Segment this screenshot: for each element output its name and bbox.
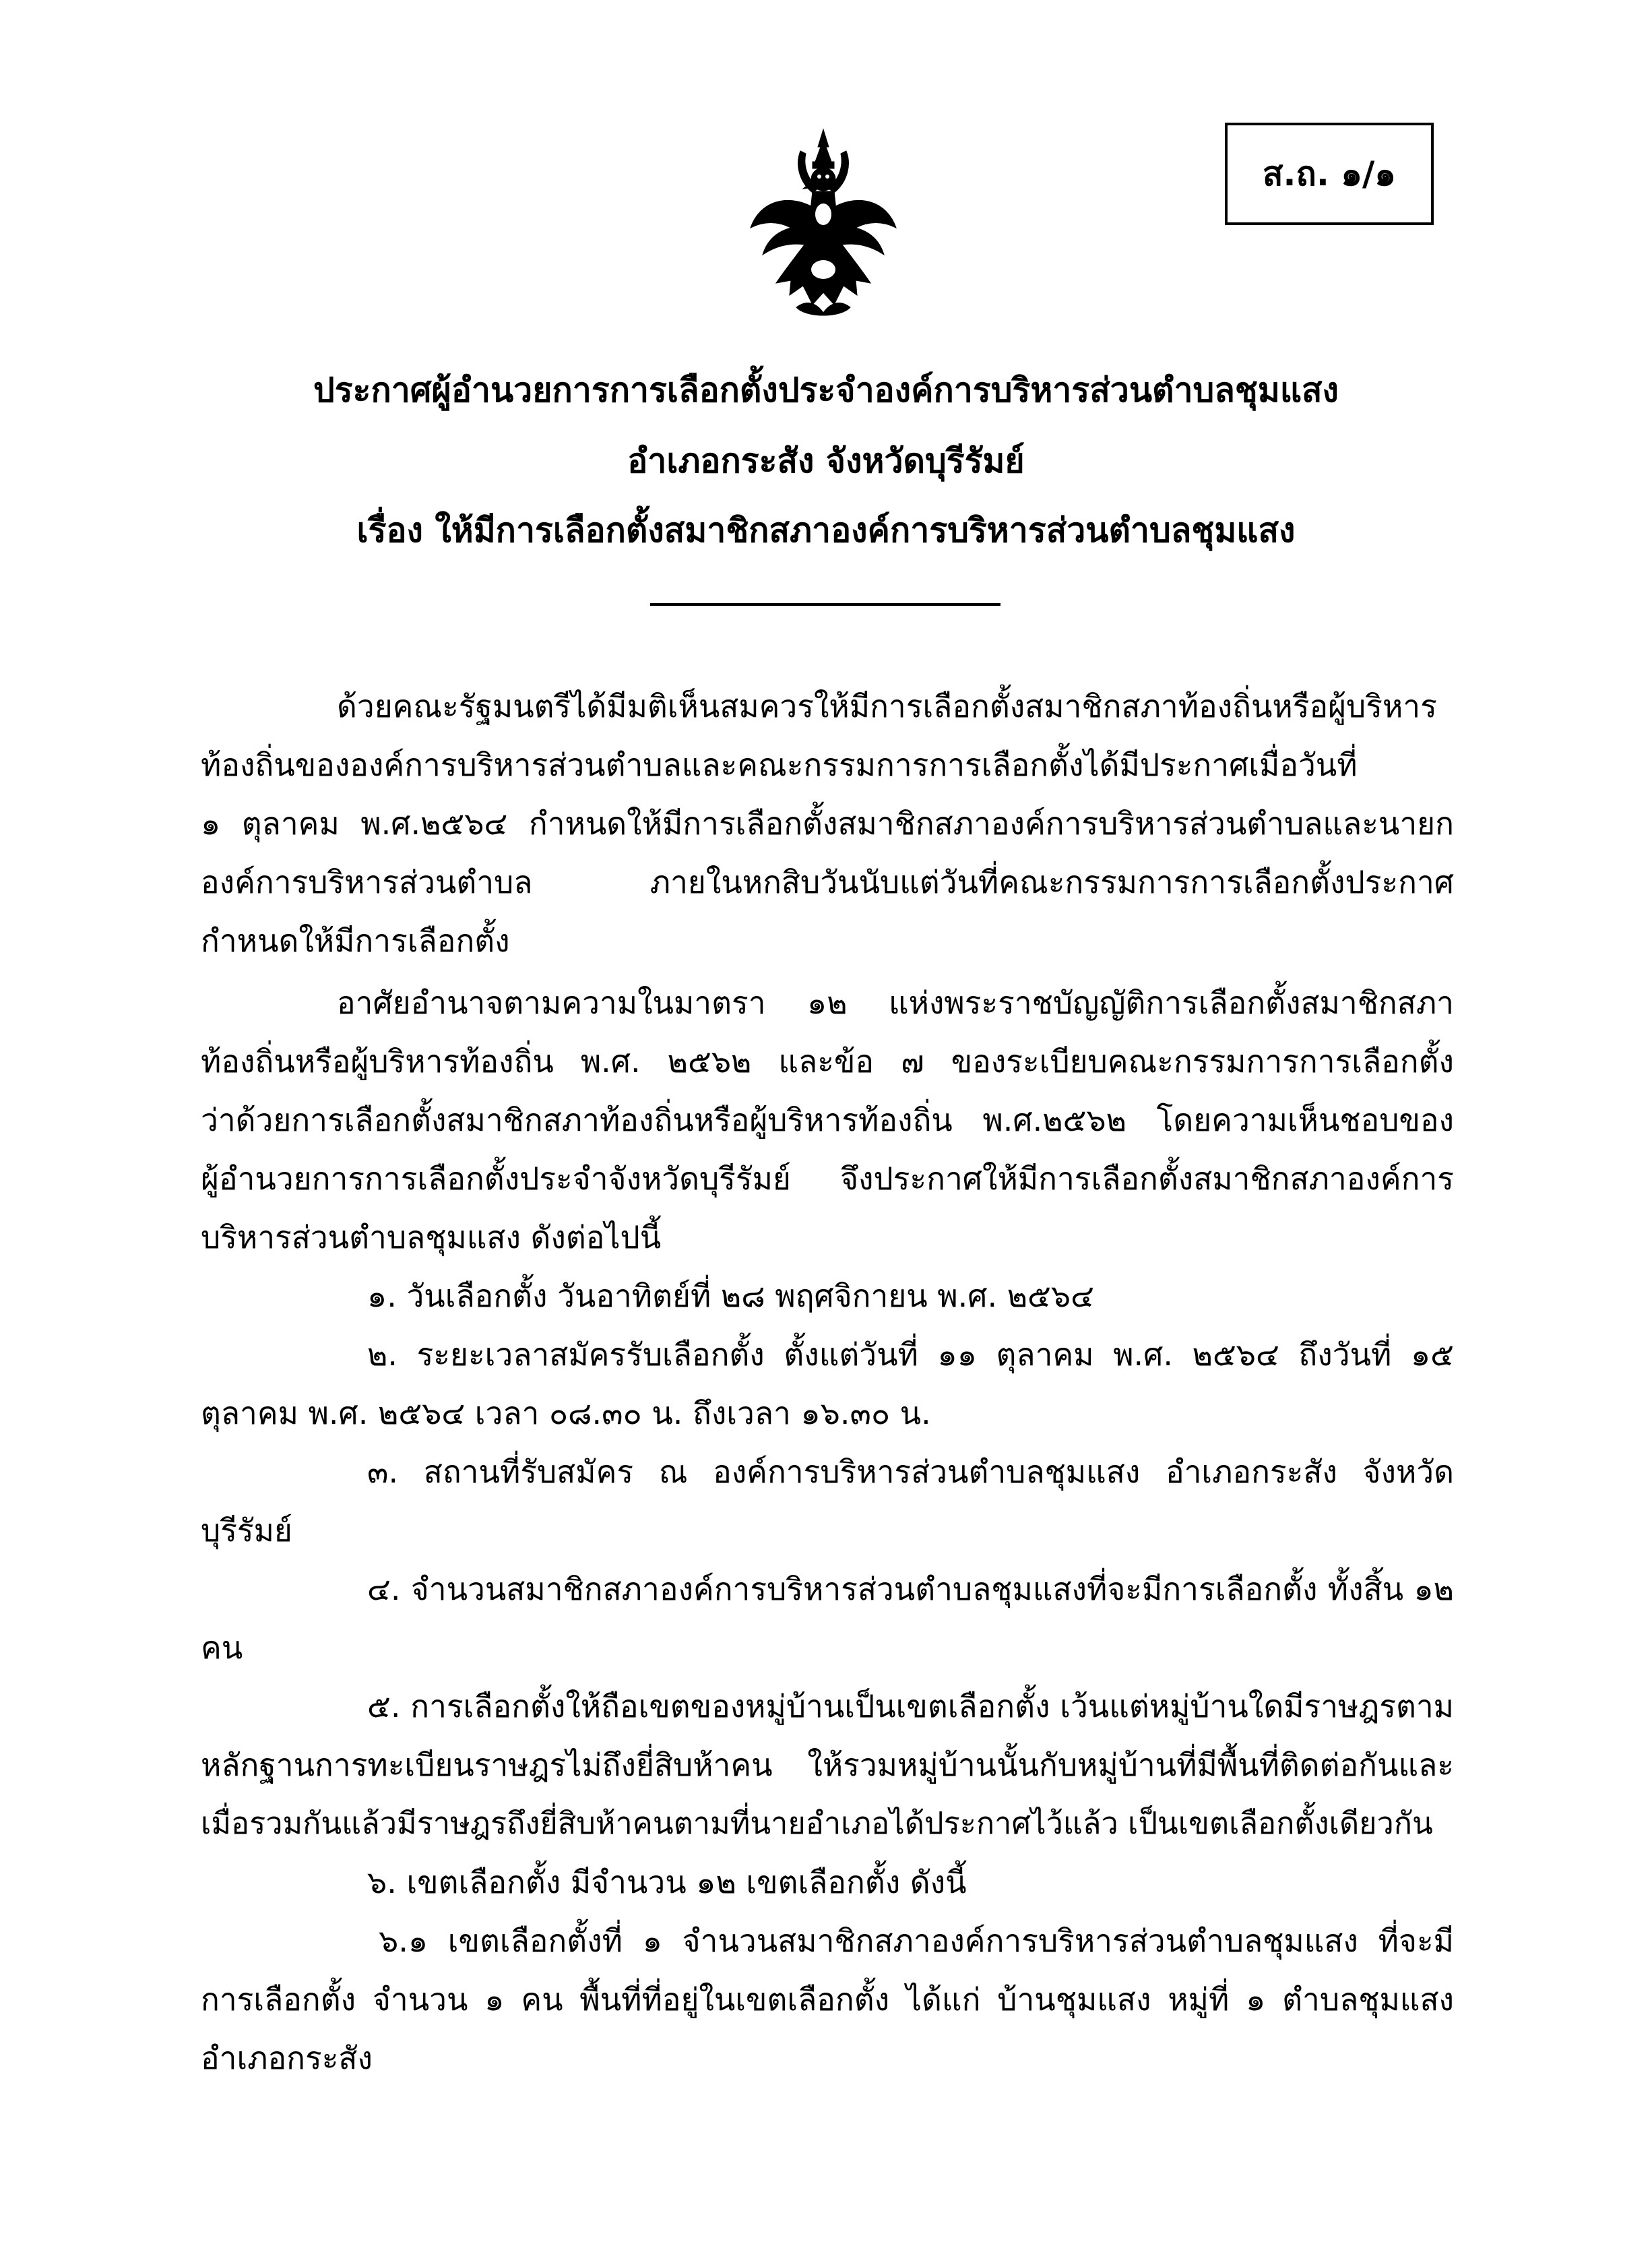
announcement-title-line2: อำเภอกระสัง จังหวัดบุรีรัมย์ <box>627 441 1025 480</box>
text-line: เมื่อรวมกันแล้วมีราษฎรถึงยี่สิบห้าคนตามที่นายอำเภอได้ประกาศไว้แล้ว เป็นเขตเลือกตั้งเดียวกัน <box>201 1805 1433 1841</box>
heading-divider <box>650 603 1000 606</box>
text-line: ตุลาคม พ.ศ. ๒๕๖๔ เวลา ๐๘.๓๐ น. ถึงเวลา ๑๖.๓๐ น. <box>201 1395 931 1431</box>
text-line: ๑ ตุลาคม พ.ศ.๒๕๖๔ กำหนดให้มีการเลือกตั้งสมาชิกสภาองค์การบริหารส่วนตำบลและนายก <box>201 805 1454 842</box>
garuda-emblem-icon <box>746 127 900 322</box>
text-line: ว่าด้วยการเลือกตั้งสมาชิกสภาท้องถิ่นหรือผู้บริหารท้องถิ่น พ.ศ.๒๕๖๒ โดยความเห็นชอบของ <box>201 1102 1454 1138</box>
text-line: ๓. สถานที่รับสมัคร ณ องค์การบริหารส่วนตำบลชุมแสง อำเภอกระสัง จังหวัด <box>367 1454 1454 1490</box>
text-line: อาศัยอำนาจตามความในมาตรา ๑๒ แห่งพระราชบัญญัติการเลือกตั้งสมาชิกสภา <box>337 985 1454 1021</box>
text-line: คน <box>201 1629 243 1666</box>
text-line: ๒. ระยะเวลาสมัครรับเลือกตั้ง ตั้งแต่วันที่ ๑๑ ตุลาคม พ.ศ. ๒๕๖๔ ถึงวันที่ ๑๕ <box>367 1336 1454 1373</box>
text-line: หลักฐานการทะเบียนราษฎรไม่ถึงยี่สิบห้าคน ให้รวมหมู่บ้านนั้นกับหมู่บ้านที่มีพื้นที่ติดต่อกันและ <box>201 1747 1454 1783</box>
text-line: กำหนดให้มีการเลือกตั้ง <box>201 923 510 959</box>
text-line: อำเภอกระสัง <box>201 2040 373 2076</box>
text-line: ผู้อำนวยการการเลือกตั้งประจำจังหวัดบุรีรัมย์ จึงประกาศให้มีการเลือกตั้งสมาชิกสภาองค์การ <box>201 1160 1454 1197</box>
text-line: การเลือกตั้ง จำนวน ๑ คน พื้นที่ที่อยู่ในเขตเลือกตั้ง ได้แก่ บ้านชุมแสง หมู่ที่ ๑ ตำบลชุมแสง <box>201 1981 1454 2018</box>
text-line: ท้องถิ่นหรือผู้บริหารท้องถิ่น พ.ศ. ๒๕๖๒ และข้อ ๗ ของระเบียบคณะกรรมการการเลือกตั้ง <box>201 1043 1454 1080</box>
form-code: ส.ถ. ๑/๑ <box>1263 154 1396 193</box>
form-code-box <box>1225 123 1434 225</box>
text-line: ๕. การเลือกตั้งให้ถือเขตของหมู่บ้านเป็นเขตเลือกตั้ง เว้นแต่หมู่บ้านใดมีราษฎรตาม <box>367 1688 1454 1724</box>
announcement-subject: เรื่อง ให้มีการเลือกตั้งสมาชิกสภาองค์การบริหารส่วนตำบลชุมแสง <box>356 511 1296 550</box>
announcement-title-line1: ประกาศผู้อำนวยการการเลือกตั้งประจำองค์การบริหารส่วนตำบลชุมแสง <box>313 371 1339 410</box>
text-line: ๖. เขตเลือกตั้ง มีจำนวน ๑๒ เขตเลือกตั้ง ดังนี้ <box>367 1864 967 1900</box>
text-line: ๖.๑ เขตเลือกตั้งที่ ๑ จำนวนสมาชิกสภาองค์การบริหารส่วนตำบลชุมแสง ที่จะมี <box>379 1923 1454 1959</box>
text-line: บริหารส่วนตำบลชุมแสง ดังต่อไปนี้ <box>201 1219 662 1255</box>
text-line: องค์การบริหารส่วนตำบล ภายในหกสิบวันนับแต่วันที่คณะกรรมการการเลือกตั้งประกาศ <box>201 864 1454 900</box>
text-line: บุรีรัมย์ <box>201 1512 292 1549</box>
text-line: ด้วยคณะรัฐมนตรีได้มีมติเห็นสมควรให้มีการเลือกตั้งสมาชิกสภาท้องถิ่นหรือผู้บริหาร <box>337 688 1437 724</box>
text-line: ท้องถิ่นขององค์การบริหารส่วนตำบลและคณะกรรมการการเลือกตั้งได้มีประกาศเมื่อวันที่ <box>201 747 1358 783</box>
text-line: ๑. วันเลือกตั้ง วันอาทิตย์ที่ ๒๘ พฤศจิกายน พ.ศ. ๒๕๖๔ <box>367 1278 1094 1314</box>
text-line: ๔. จำนวนสมาชิกสภาองค์การบริหารส่วนตำบลชุมแสงที่จะมีการเลือกตั้ง ทั้งสิ้น ๑๒ <box>367 1571 1454 1607</box>
